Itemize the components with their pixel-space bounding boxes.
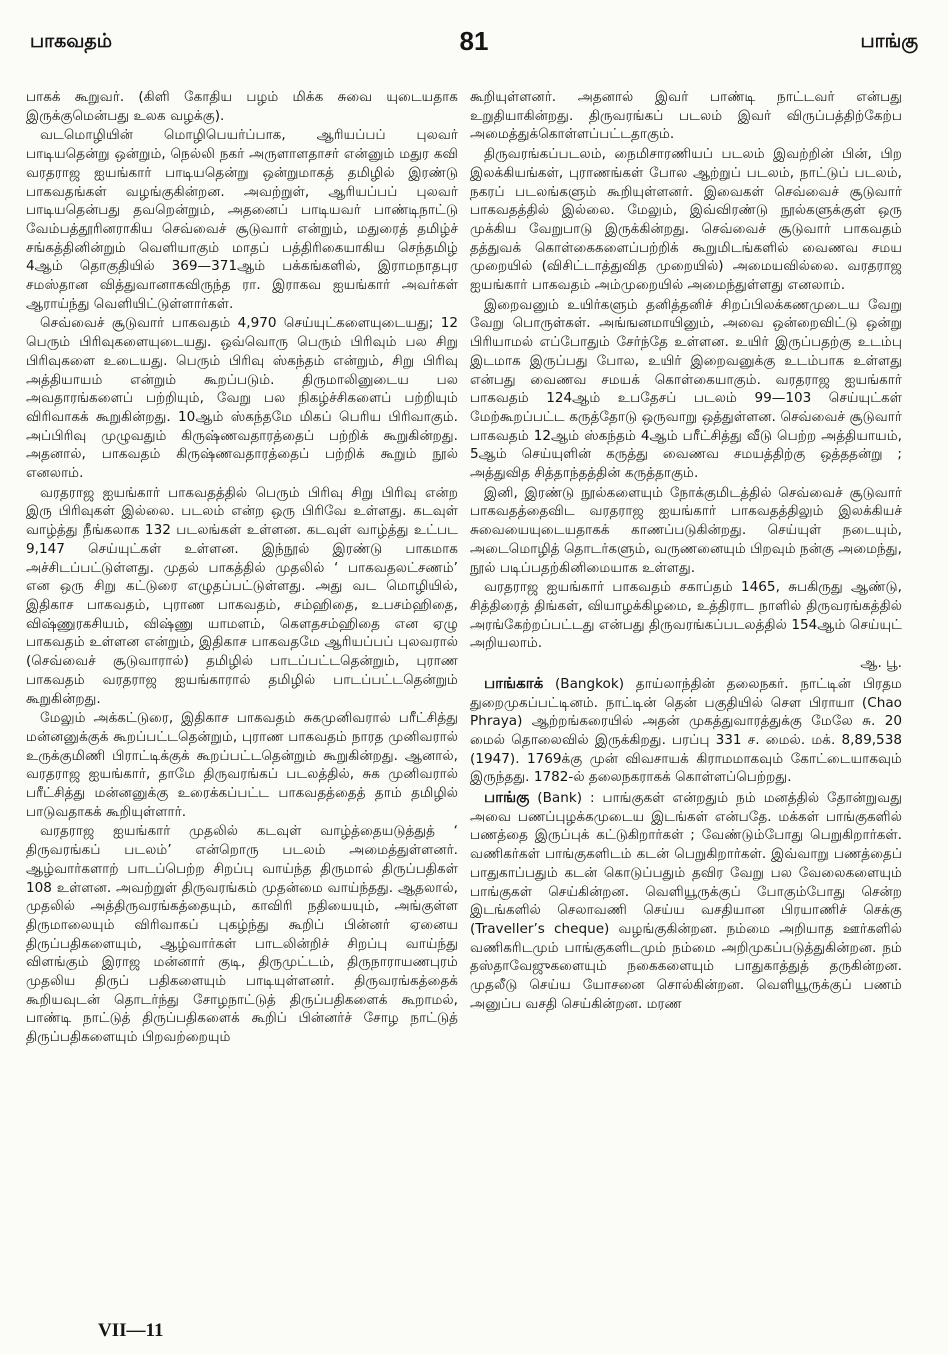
paragraph: வரதராஜ ஐயங்கார் முதலில் கடவுள் வாழ்த்தையடுத்துத் ‘ திருவரங்கப் படலம்’ என்றொரு படலம் அமைத்துள்ளனர். ஆழ்வார்களாற் பாடப்பெற்ற சிறப்பு வாய்ந்த திருமால் திருப்பதிகள் 108 உள்ளன. அவற்றுள் திருவரங்கம் முதன்மை வாய்ந்தது. ஆதலால், முதலில் அத்திருவரங்கத்தையும், காவிரி நதியையும், அங்குள்ள திருமாலையும் விரிவாகப் புகழ்ந்து கூறிப் பின்னர் ஏனைய திருப்பதிகளையும், ஆழ்வார்கள் பாடலின்றிச் சிறப்பு வாய்ந்து விளங்கும் இராஜ மன்னார் குடி, திருமுட்டம், திருநாராயணபுரம் முதலிய திருப் பதிகளையும் பாடியுள்ளனர். திருவரங்கத்தைக் கூறியவுடன் தொடர்ந்து சோழநாட்டுத் திருப்பதிகளைக் கூறாமல், பாண்டி நாட்டுத் திருப்பதிகளைக் கூறிப் பின்னர்ச் சோழ நாட்டுத் திருப்பதிகளையும் பிறவற்றையும் <box>26 823 458 1046</box>
paragraph: வரதராஜ ஐயங்கார் பாகவதம் சகாப்தம் 1465, சுபகிருது ஆண்டு, சித்திரைத் திங்கள், வியாழக்கிழமை, உத்திராட நாளில் திருவரங்கத்தில் அரங்கேற்றப்பட்டது என்பது திருவரங்கப்படலத்தில் 154ஆம் செய்யுட் அறியலாம். <box>470 579 902 652</box>
paragraph: செவ்வைச் சூடுவார் பாகவதம் 4,970 செய்யுட்களையுடையது; 12 பெரும் பிரிவுகளையுடையது. ஒவ்வொரு பெரும் பிரிவும் பல சிறு பிரிவுகளை உடையது. பெரும் பிரிவு ஸ்கந்தம் என்றும், சிறு பிரிவு அத்தியாயம் என்றும் கூறப்படும். திருமாலினுடைய பல அவதாரங்களைப் பற்றியும், வேறு பல நிகழ்ச்சிகளைப் பற்றியும் விரிவாகக் கூறுகின்றது. 10ஆம் ஸ்கந்தமே மிகப் பெரிய பிரிவாகும். அப்பிரிவு முழுவதும் கிருஷ்ணவதாரத்தைப் பற்றிக் கூறுகின்றது. அதனால், பாகவதம் கிருஷ்ணவதாரத்தைப் பற்றிக் கூறும் நூல் எனலாம். <box>26 315 458 482</box>
paragraph: வடமொழியின் மொழிபெயர்ப்பாக, ஆரியப்பப் புலவர் பாடியதென்று ஒன்றும், நெல்லி நகர் அருளாளதாசர் என்னும் மதுர கவி வரதராஜ ஐயங்கார் பாடியதென்று ஒன்றுமாகத் தமிழில் இரண்டு பாகவதங்கள் வழங்குகின்றன. அவற்றுள், ஆரியப்பப் புலவர் பாடியதென்பது தவறென்றும், அதனைப் பாடியவர் பாண்டிநாட்டு வேம்பத்தூரினராகிய செவ்வைச் சூடுவார் என்றும், மதுரைத் தமிழ்ச் சங்கத்தினின்றும் வெளியாகும் மாதப் பத்திரிகையாகிய செந்தமிழ் 4ஆம் தொகுதியில் 369—371ஆம் பக்கங்களில், இராமநாதபுர சமஸ்தான வித்துவானாகவிருந்த ரா. இராகவ ஐயங்கார் அவர்கள் ஆராய்ந்து வெளியிட்டுள்ளார்கள். <box>26 127 458 312</box>
right-column <box>470 88 902 1013</box>
paragraph: மேலும் அக்கட்டுரை, இதிகாச பாகவதம் சுகமுனிவரால் பரீட்சித்து மன்னனுக்குக் கூறப்பட்டதென்றும், புராண பாகவதம் நாரத முனிவரால் உருக்குமிணி பிராட்டிக்குக் கூறப்பட்டதென்றும் கூறுகின்றது. ஆனால், வரதராஜ ஐயங்கார், தாமே திருவரங்கப் படலத்தில், சுக முனிவரால் பரீட்சித்து மன்னனுக்கு உரைக்கப்பட்ட பாகவதத்தைத் தாம் தமிழில் பாடுவதாகக் கூறியுள்ளார். <box>26 710 458 820</box>
running-header-left: பாகவதம் <box>30 30 113 52</box>
paragraph: இனி, இரண்டு நூல்களையும் நோக்குமிடத்தில் செவ்வைச் சூடுவார் பாகவதத்தைவிட வரதராஜ ஐயங்கார் பாகவதத்திலும் இலக்கியச் சுவையையுடையதாகக் காணப்படுகின்றது. செய்யுள் நடையும், அடைமொழித் தொடர்களும், வருணனையும் பிறவும் நன்கு அமைந்து, நூல் படிப்பதற்கினிமையாக உள்ளது. <box>470 484 902 576</box>
entry-body: (Bangkok) தாய்லாந்தின் தலைநகர். நாட்டின் பிரதம துறைமுகப்பட்டினம். நாட்டின் தென் பகுதியில் சௌ பிராயா (Chao Phraya) ஆற்றங்கரையில் அதன் முகத்துவாரத்துக்கு மேலே சு. 20 மைல் தொலைவில் இருக்கிறது. பரப்பு 331 ச. மைல். மக். 8,89,538 (1947). 1769க்கு முன் விவசாயக் கிராமமாகவும் கோட்டையாகவும் இருந்தது. 1782-ல் தலைநகராகக் கொள்ளப்பெற்றது. <box>470 675 902 786</box>
left-column <box>26 88 458 1047</box>
entry-headword: பாங்காக் <box>484 673 544 692</box>
author-signature: ஆ. பூ. <box>860 655 902 672</box>
signature-mark: VII—11 <box>98 1320 164 1341</box>
paragraph: பாகக் கூறுவர். (கிளி கோதிய பழம் மிக்க சுவை யுடையதாக இருக்குமென்பது உலக வழக்கு). <box>26 89 458 124</box>
paragraph: திருவரங்கப்படலம், நைமிசாரணியப் படலம் இவற்றின் பின், பிற இலக்கியங்கள், புராணங்கள் போல ஆற்றுப் படலம், நாட்டுப் படலம், நகரப் படலங்களும் கூறியுள்ளனர். இவைகள் செவ்வைச் சூடுவார் பாகவதத்தில் இல்லை. மேலும், இவ்விரண்டு நூல்களுக்குள் ஒரு முக்கிய வேறுபாடு இருக்கின்றது. செவ்வைச் சூடுவார் பாகவதம் தத்துவக் கொள்கைகளைப்பற்றிக் கூறுமிடங்களில் வைணவ சமய முறையில் (விசிட்டாத்துவித முறையில்) அமையவில்லை. வரதராஜ ஐயங்கார் பாகவதம் அம்முறையில் அமைந்துள்ளது எனலாம். <box>470 146 902 294</box>
paragraph: இறைவனும் உயிர்களும் தனித்தனிச் சிறப்பிலக்கணமுடைய வேறு வேறு பொருள்கள். அங்ஙனமாயினும், அவை ஒன்றைவிட்டு ஒன்று பிரியாமல் எப்போதும் சேர்ந்தே உள்ளன. உயிர் இருப்பதற்கு உடம்பு இடமாக இருப்பது போல, உயிர் இறைவனுக்கு உடம்பாக உள்ளது என்பது வைணவ சமயக் கொள்கையாகும். வரதராஜ ஐயங்கார் பாகவதம் 124ஆம் உபதேசப் படலம் 99—103 செய்யுட்கள் மேற்கூறப்பட்ட கருத்தோடு ஒருவாறு ஒத்துள்ளன. செவ்வைச் சூடுவார் பாகவதம் 12ஆம் ஸ்கந்தம் 4ஆம் பரீட்சித்து வீடு பெற்ற அத்தியாயம், 5ஆம் செய்யுளின் கருத்து வைணவ சமயத்திற்கு ஒத்ததன்று ; அத்துவித சித்தாந்தத்தின் கருத்தாகும். <box>470 296 902 482</box>
entry-headword: பாங்கு <box>484 788 530 807</box>
running-header-right: பாங்கு <box>860 30 918 52</box>
entry-bank <box>470 788 902 1013</box>
paragraph: கூறியுள்ளனர். அதனால் இவர் பாண்டி நாட்டவர் என்பது உறுதியாகின்றது. திருவரங்கப் படலம் இவர் விருப்பத்திற்கேற்ப அமைத்துக்கொள்ளப்பட்டதாகும். <box>470 89 902 143</box>
entry-bangkok <box>470 674 902 787</box>
paragraph: வரதராஜ ஐயங்கார் பாகவதத்தில் பெரும் பிரிவு சிறு பிரிவு என்ற இரு பிரிவுகள் இல்லை. படலம் என்ற ஒரு பிரிவே உள்ளது. கடவுள் வாழ்த்து நீங்கலாக 132 படலங்கள் உள்ளன. கடவுள் வாழ்த்து உட்பட 9,147 செய்யுட்கள் உள்ளன. இந்நூல் இரண்டு பாகமாக அச்சிடப்பட்டுள்ளது. முதல் பாகத்தில் முதலில் ‘ பாகவதலட்சணம்’ என ஒரு சிறு கட்டுரை எழுதப்பட்டுள்ளது. அது வட மொழியில், இதிகாச பாகவதம், புராண பாகவதம், சம்ஹிதை, உபசம்ஹிதை, விஷ்ணுரகசியம், விஷ்ணு யாமளம், கௌதசம்ஹிதை என ஏழு பாகவதம் உள்ளன என்றும், இதிகாச பாகவதமே ஆரியப்பப் புலவரால் (செவ்வைச் சூடுவாரால்) தமிழில் பாடப்பட்டதென்றும், புராண பாகவதம் வரதராஜ ஐயங்காரால் தமிழில் பாடப்பட்டதென்றும் கூறுகின்றது. <box>26 484 458 707</box>
page-number: 81 <box>459 26 489 56</box>
entry-body: (Bank) : பாங்குகள் என்றதும் நம் மனத்தில் தோன்றுவது அவை பணப்புழக்கமுடைய இடங்கள் என்பதே. மக்கள் பாங்குகளில் பணத்தை இருப்புக் கட்டுகிறார்கள் ; வேண்டும்போது பெறுகிறார்கள். வணிகர்கள் பாங்குகளிடம் கடன் பெறுகிறார்கள். இவ்வாறு பணத்தைப் பாதுகாப்பதும் கடன் கொடுப்பதும் தவிர வேறு பல வேலைகளையும் பாங்குகள் செய்கின்றன. வெளியூருக்குப் போகும்போது சென்ற இடங்களில் செலாவணி செய்ய வசதியான பிரயாணிச் செக்கு (Traveller’s cheque) வழங்குகின்றன. நம்மை அறியாத ஊர்களில் வணிகரிடமும் பாங்குகளிடமும் நம்மை அறிமுகப்படுத்துகின்றன. நம் தஸ்தாவேஜுகளையும் நகைகளையும் பாதுகாத்துத் தருகின்றன. முதலீடு செய்ய யோசனை சொல்கின்றன. வெளியூருக்குப் பணம் அனுப்ப வசதி செய்கின்றன. மரண <box>470 790 902 1012</box>
